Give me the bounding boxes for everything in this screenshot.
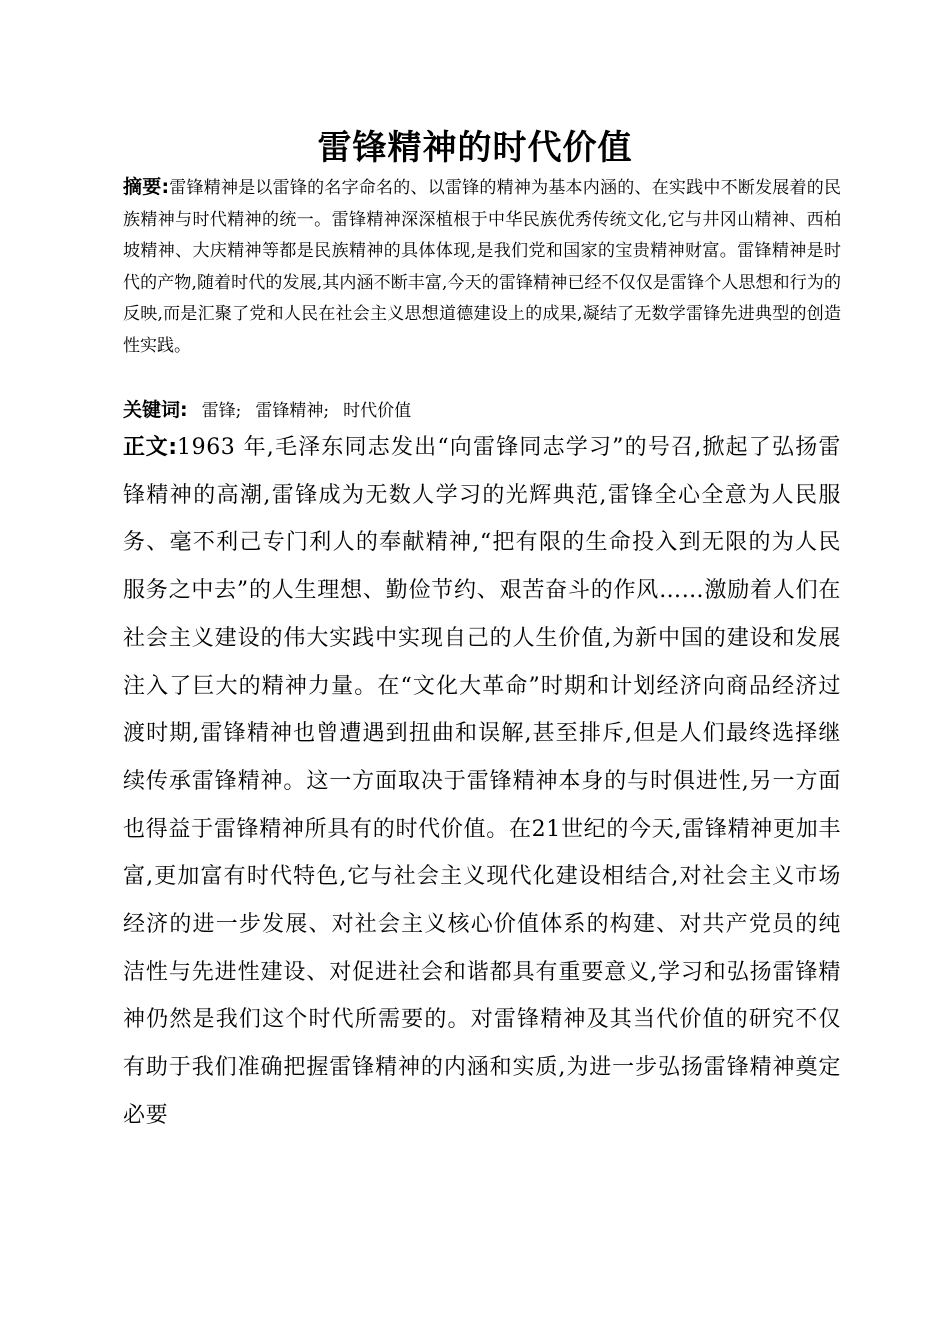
abstract-text: 雷锋精神是以雷锋的名字命名的、以雷锋的精神为基本内涵的、在实践中不断发展着的民族精神与时代精神的统一。雷锋精神深深植根于中华民族优秀传统文化,它与井冈山精神、西柏坡精神、大庆精神等都是民族精神的具体体现,是我们党和国家的宝贵精神财富。雷锋精神是时代的产物,随着时代的发展,其内涵不断丰富,今天的雷锋精神已经不仅仅是雷锋个人思想和行为的反映,而是汇聚了党和人民在社会主义思想道德建设上的成果,凝结了无数学雷锋先进典型的创造性实践。 [123, 178, 841, 356]
keywords-label: 关键词: [123, 399, 188, 421]
keywords-line [123, 394, 841, 427]
keyword-item: 雷锋; [201, 401, 242, 421]
abstract-label: 摘要: [123, 176, 170, 198]
abstract-paragraph [123, 172, 841, 362]
body-label: 正文: [123, 435, 177, 460]
keyword-item: 雷锋精神; [255, 401, 330, 421]
keyword-item: 时代价值 [343, 401, 412, 421]
body-text: 1963 年,毛泽东同志发出“向雷锋同志学习”的号召,掀起了弘扬雷锋精神的高潮,雷锋成为无数人学习的光辉典范,雷锋全心全意为人民服务、毫不利己专门利人的奉献精神,“把有限的生命投入到无限的为人民服务之中去”的人生理想、勤俭节约、艰苦奋斗的作风……激励着人们在社会主义建设的伟大实践中实现自己的人生价值,为新中国的建设和发展注入了巨大的精神力量。在“文化大革命”时期和计划经济向商品经济过渡时期,雷锋精神也曾遭遇到扭曲和误解,甚至排斥,但是人们最终选择继续传承雷锋精神。这一方面取决于雷锋精神本身的与时俱进性,另一方面也得益于雷锋精神所具有的时代价值。在21世纪的今天,雷锋精神更加丰富,更加富有时代特色,它与社会主义现代化建设相结合,对社会主义市场经济的进一步发展、对社会主义核心价值体系的构建、对共产党员的纯洁性与先进性建设、对促进社会和谐都具有重要意义,学习和弘扬雷锋精神仍然是我们这个时代所需要的。对雷锋精神及其当代价值的研究不仅有助于我们准确把握雷锋精神的内涵和实质,为进一步弘扬雷锋精神奠定必要 [123, 435, 841, 1128]
document-title: 雷锋精神的时代价值 [317, 128, 633, 168]
body-paragraph [123, 424, 841, 1140]
